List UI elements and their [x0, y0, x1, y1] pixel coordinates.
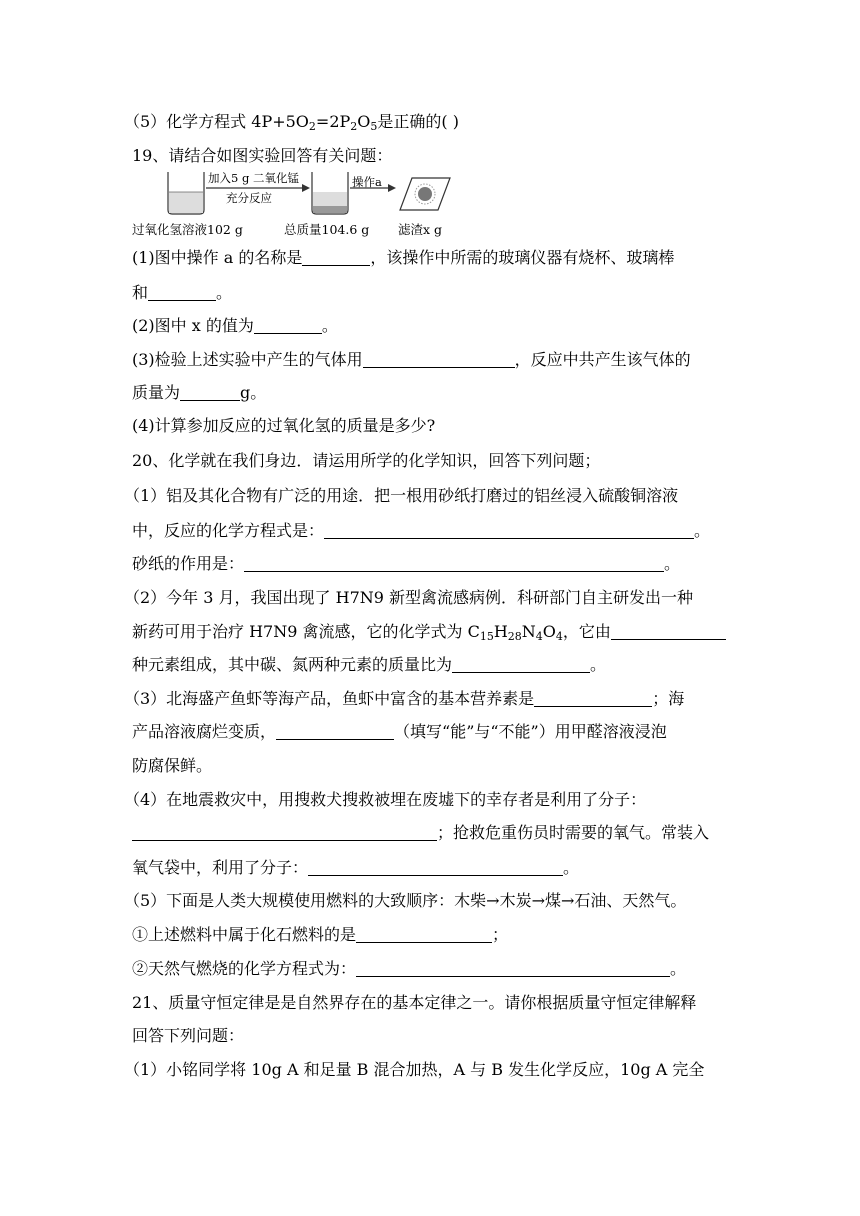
q19-part4: (4)计算参加反应的过氧化氢的质量是多少?	[132, 416, 436, 435]
figure-label-3: 滤渣x g	[398, 222, 443, 237]
step1-top-label: 加入5 g 二氧化锰	[208, 171, 299, 185]
beaker-2-icon	[312, 172, 348, 214]
q19-part2: (2)图中 x 的值为 。	[132, 316, 338, 335]
filter-paper-icon	[400, 178, 450, 210]
q19-part1-cont: 和 。	[132, 283, 233, 302]
q19-part3: (3)检验上述实验中产生的气体用 ，反应中共产生该气体的	[132, 350, 691, 369]
q20-s5b: ①上述燃料中属于化石燃料的是 ；	[132, 925, 509, 944]
q21-title: 21、质量守恒定律是是自然界存在的基本定律之一。请你根据质量守恒定律解释	[132, 993, 697, 1012]
q19-part1: (1)图中操作 a 的名称是 ，该操作中所需的玻璃仪器有烧杯、玻璃棒	[132, 248, 675, 267]
q20-s3e: 防腐保鲜。	[132, 756, 213, 775]
q20-s3a: （3）北海盛产鱼虾等海产品，鱼虾中富含的基本营养素是 ；海	[124, 689, 685, 708]
q20-s5d: ②天然气燃烧的化学方程式为： 。	[132, 959, 687, 978]
q20-s1d: 砂纸的作用是： 。	[132, 554, 681, 573]
q20-s4a: （4）在地震救灾中，用搜救犬搜救被埋在废墟下的幸存者是利用了分子：	[124, 790, 647, 809]
step1-bottom-label: 充分反应	[226, 191, 272, 205]
q20-s4b: ；抢救危重伤员时需要的氧气。常装入	[132, 822, 732, 844]
beaker-1-icon	[168, 172, 204, 214]
q19-part3-cont: 质量为 g。	[132, 383, 267, 402]
q20-s2c: 种元素组成，其中碳、氮两种元素的质量比为 。	[132, 655, 607, 674]
q20-s3c: 产品溶液腐烂变质， （填写“能”与“不能”）用甲醛溶液浸泡	[132, 722, 667, 741]
q20-s5a: （5）下面是人类大规模使用燃料的大致顺序：木柴→木炭→煤→石油、天然气。	[124, 891, 687, 910]
q21-s1: （1）小铭同学将 10g A 和足量 B 混合加热，A 与 B 发生化学反应，10g A 完全	[124, 1060, 705, 1079]
q18-item5: （5）化学方程式 $4P+5O_2=2P_2O_5$是正确的( )	[124, 112, 459, 133]
q20-s1b: 中，反应的化学方程式是： 。	[132, 521, 711, 540]
q20-s2b: 新药可用于治疗 H7N9 禽流感，它的化学式为 $C_{15}H_{28}N_4O_4$，它由	[132, 621, 732, 643]
q21-title2: 回答下列问题：	[132, 1026, 245, 1045]
q20-title: 20、化学就在我们身边．请运用所学的化学知识，回答下列问题；	[132, 451, 601, 470]
figure-label-1: 过氧化氢溶液102 g	[132, 222, 243, 237]
q19-title: 19、请结合如图实验回答有关问题：	[132, 146, 393, 165]
figure-label-2: 总质量104.6 g	[284, 222, 370, 237]
q20-s4c: 氧气袋中，利用了分子： 。	[132, 858, 580, 877]
step2-label: 操作a	[352, 175, 382, 189]
q20-s1a: （1）铝及其化合物有广泛的用途．把一根用砂纸打磨过的铝丝浸入硫酸铜溶液	[124, 486, 679, 505]
q20-s2a: （2）今年 3 月，我国出现了 H7N9 新型禽流感病例．科研部门自主研发出一种	[124, 588, 694, 607]
